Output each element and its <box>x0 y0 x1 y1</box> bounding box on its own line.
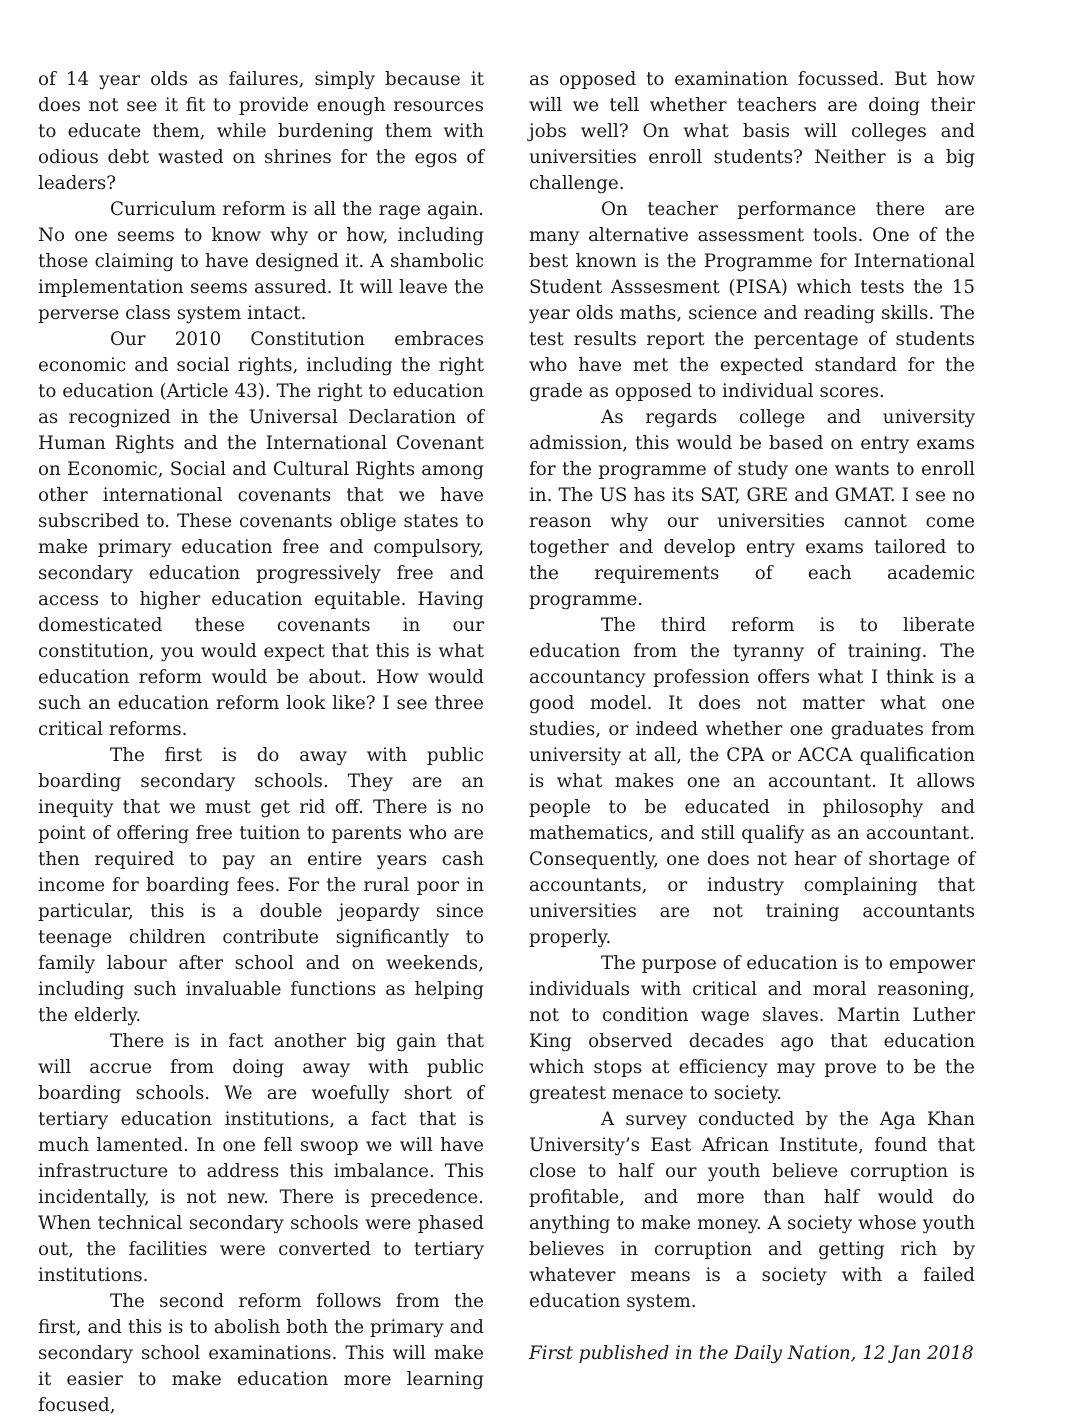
paragraph: The first is do away with public boarding secondary schools. They are an inequity that we must get rid off. There is no point of offering free tuition to parents who are then required to pay an entire years cash income for boarding fees. For the rural poor in particular, this is a double jeopardy since teenage children contribute significantly to family labour after school and on weekends, including such invaluable functions as helping the elderly. <box>38 745 484 1026</box>
paragraph: Our 2010 Constitution embraces economic and social rights, including the right to education (Article 43). The right to education as recognized in the Universal Declaration of Human Rights and the International Covenant on Economic, Social and Cultural Rights among other international covenants that we have subscribed to. These covenants oblige states to make primary education free and compulsory, secondary education progressively free and access to higher education equitable. Having domesticated these covenants in our constitution, you would expect that this is what education reform would be about. How would such an education reform look like? I see three critical reforms. <box>38 329 484 740</box>
publication-byline: First published in the Daily Nation, 12 Jan 2018 <box>529 1343 974 1364</box>
right-text-column <box>529 67 975 1367</box>
paragraph: The purpose of education is to empower individuals with critical and moral reasoning, not to condition wage slaves. Martin Luther King observed decades ago that education which stops at efficiency may prove to be the greatest menace to society. <box>529 953 975 1104</box>
left-text-column <box>38 67 484 1419</box>
paragraph: as opposed to examination focussed. But how will we tell whether teachers are doing their jobs well? On what basis will colleges and universities enroll students? Neither is a big challenge. <box>529 69 975 194</box>
paragraph: Curriculum reform is all the rage again. No one seems to know why or how, including those claiming to have designed it. A shambolic implementation seems assured. It will leave the perverse class system intact. <box>38 199 484 324</box>
paragraph: As regards college and university admission, this would be based on entry exams for the programme of study one wants to enroll in. The US has its SAT, GRE and GMAT. I see no reason why our universities cannot come together and develop entry exams tailored to the requirements of each academic programme. <box>529 407 975 610</box>
paragraph: of 14 year olds as failures, simply because it does not see it fit to provide enough resources to educate them, while burdening them with odious debt wasted on shrines for the egos of leaders? <box>38 69 484 194</box>
paragraph: The second reform follows from the first, and this is to abolish both the primary and secondary school examinations. This will make it easier to make education more learning focused, <box>38 1291 484 1416</box>
paragraph: A survey conducted by the Aga Khan University’s East African Institute, found that close to half our youth believe corruption is profitable, and more than half would do anything to make money. A society whose youth believes in corruption and getting rich by whatever means is a society with a failed education system. <box>529 1109 975 1312</box>
paragraph: There is in fact another big gain that will accrue from doing away with public boarding schools. We are woefully short of tertiary education institutions, a fact that is much lamented. In one fell swoop we will have infrastructure to address this imbalance. This incidentally, is not new. There is precedence. When technical secondary schools were phased out, the facilities were converted to tertiary institutions. <box>38 1031 484 1286</box>
paragraph: The third reform is to liberate education from the tyranny of training. The accountancy profession offers what I think is a good model. It does not matter what one studies, or indeed whether one graduates from university at all, the CPA or ACCA qualification is what makes one an accountant. It allows people to be educated in philosophy and mathematics, and still qualify as an accountant. Consequently, one does not hear of shortage of accountants, or industry complaining that universities are not training accountants properly. <box>529 615 975 948</box>
paragraph: On teacher performance there are many alternative assessment tools. One of the best known is the Programme for International Student Asssesment (PISA) which tests the 15 year olds maths, science and reading skills. The test results report the percentage of students who have met the expected standard for the grade as opposed to individual scores. <box>529 199 975 402</box>
